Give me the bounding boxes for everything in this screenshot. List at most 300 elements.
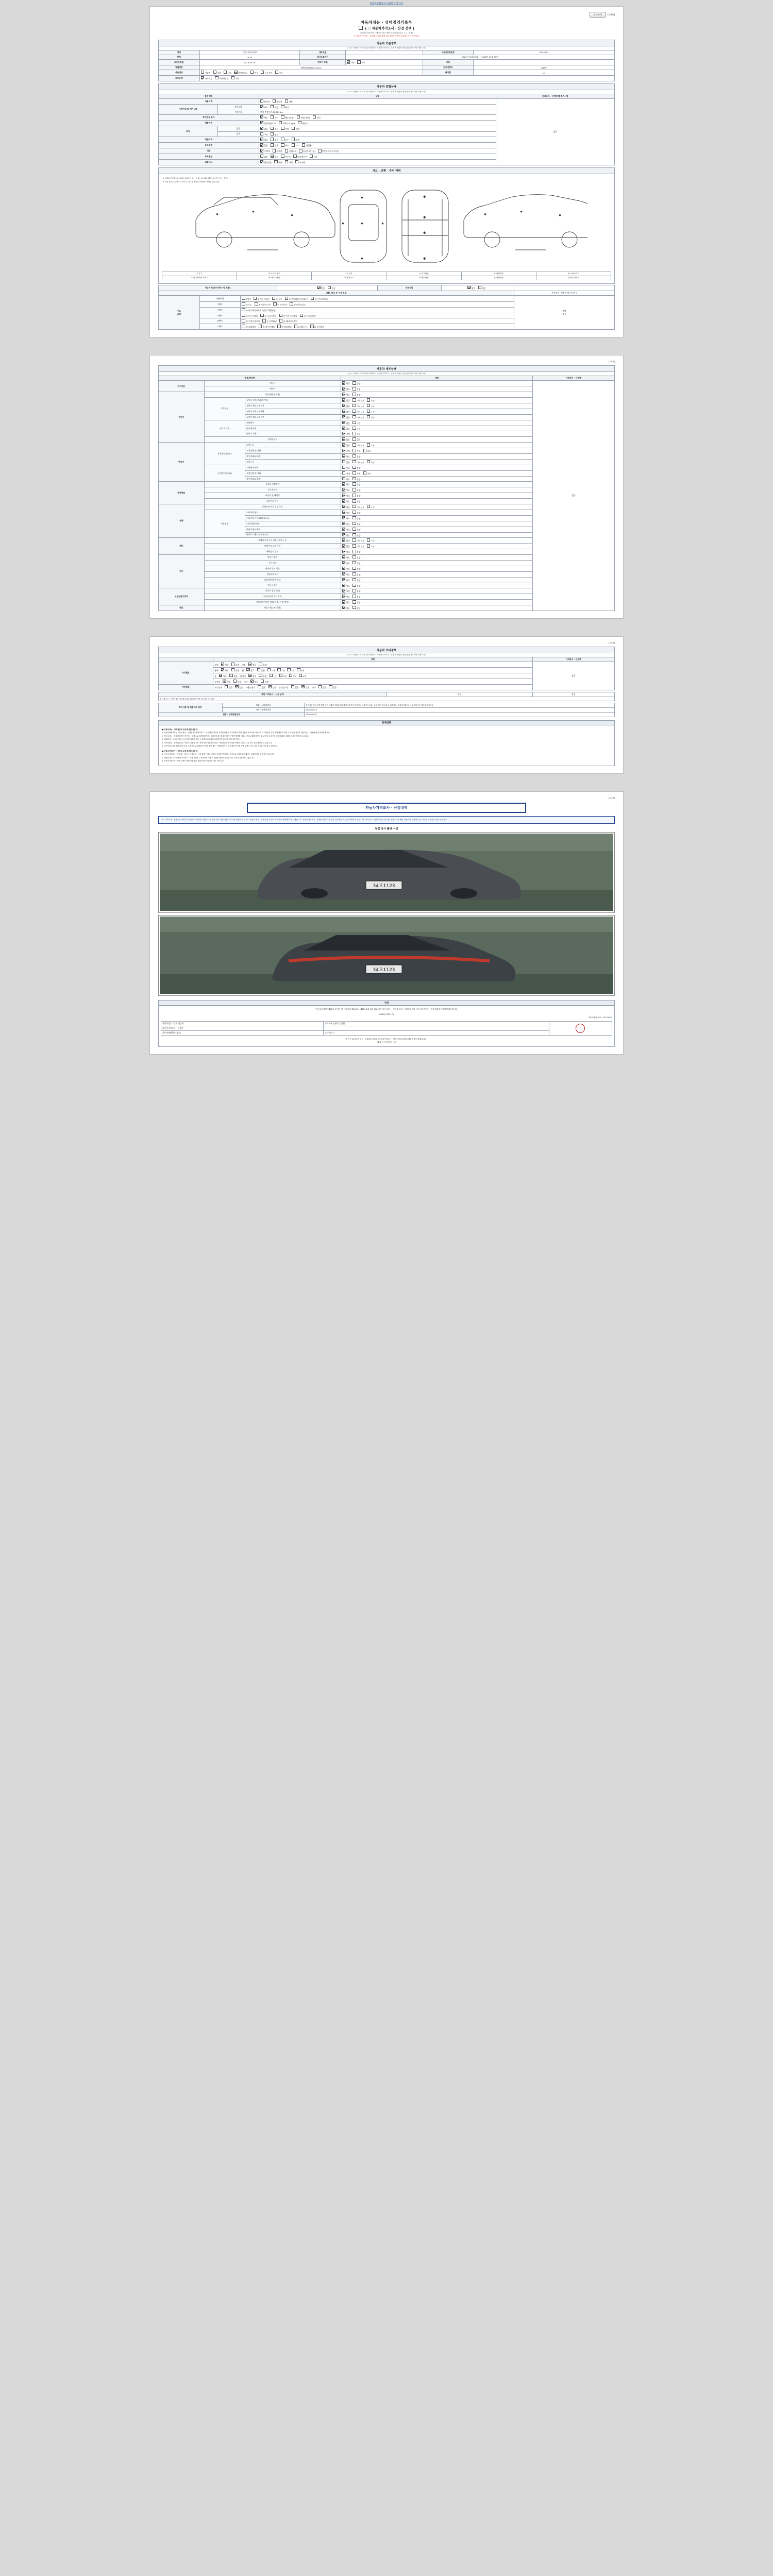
opt-leak[interactable]: 누유	[367, 443, 375, 447]
opt-low[interactable]: 부족	[352, 432, 360, 436]
opt-dash-panel[interactable]: ⑰ 대쉬패널	[242, 325, 256, 329]
opt-pillar-panel[interactable]: ⑲ 필러패널	[277, 325, 291, 329]
sub-current-mileage: 주행거리	[218, 110, 259, 114]
opt-low[interactable]: 부족	[352, 471, 360, 476]
opt-fuel-diesel[interactable]: 디젤	[213, 71, 221, 75]
opt-sidesill[interactable]: ④ 사이드실패널	[311, 297, 328, 301]
opt-ok[interactable]: 양호	[342, 499, 350, 503]
opt-wheel-bad[interactable]: 불량	[257, 668, 265, 672]
opt-change-none[interactable]: 없음	[260, 143, 268, 147]
opt-hc[interactable]: 탄화수소 ppm	[279, 121, 295, 125]
opt-fuel-electric[interactable]: 전기	[250, 71, 258, 75]
opt-fuel-etc[interactable]: 기타	[275, 71, 283, 75]
table-row	[159, 381, 615, 386]
opt-leak[interactable]: 누유	[367, 398, 375, 402]
opt-ok[interactable]: 양호	[342, 477, 350, 481]
opt-fuel-lpg[interactable]: LPG	[224, 71, 231, 74]
opt-tire-2[interactable]: 2개	[279, 674, 287, 678]
opt-ok[interactable]: 양호	[342, 488, 350, 492]
opt-none[interactable]: 없음	[342, 437, 350, 442]
opt-front-fender[interactable]: ① 프론트휀더	[254, 297, 270, 301]
opt-leak[interactable]: 누유	[367, 538, 375, 543]
opt-fire[interactable]: 화재	[292, 138, 299, 142]
opt-yes[interactable]: 있음	[352, 606, 360, 610]
opt-bad[interactable]: 불량	[352, 589, 360, 593]
opt-etc-none[interactable]: 없음	[318, 685, 326, 689]
value-total-price: 만원	[386, 692, 532, 697]
state-power-crank-gear	[341, 527, 532, 532]
state-booster	[341, 549, 532, 555]
label-interior: 내장	[242, 664, 246, 667]
opt-ok[interactable]: 양호	[342, 600, 350, 604]
opt-micro-leak[interactable]: 미세누유	[352, 415, 364, 419]
opt-bad[interactable]: 불량	[352, 528, 360, 532]
opt-spare-none[interactable]: 없음	[225, 685, 232, 689]
col-price-note-2: 가격조사 · 산정액 별 특기사항	[514, 291, 615, 295]
opt-fuel-hybrid[interactable]: 하이브리드	[234, 71, 247, 75]
opt-rear-panel[interactable]: ⑮ 리어패널	[262, 319, 276, 323]
value-vin: KMHG41JBDAU22221	[199, 65, 423, 70]
opt-micro-leak[interactable]: 미세누유	[352, 398, 364, 402]
opt-recall-done[interactable]: 이행	[285, 160, 293, 164]
section-detail: 자동차 세부상태	[158, 365, 615, 372]
label-car-name: 차명	[159, 50, 200, 55]
opt-ok[interactable]: 양호	[342, 567, 350, 571]
opt-glass-ok[interactable]: 양호	[223, 680, 230, 684]
opt-triangle-none[interactable]: 없음	[291, 685, 299, 689]
opt-cross-member[interactable]: ⑪ 크로스멤버	[260, 314, 276, 318]
opt-over[interactable]: 과다	[363, 471, 371, 476]
opt-rank1[interactable]: 1랭크	[242, 297, 251, 301]
opt-ok[interactable]: 양호	[342, 555, 350, 560]
opt-insurer-warranty[interactable]: 보험사보증	[215, 76, 228, 80]
label-exterior: 외장	[214, 664, 219, 667]
opt-ext-bad[interactable]: 불량	[231, 663, 239, 667]
opt-none[interactable]: 없음	[342, 606, 350, 610]
opt-leak[interactable]: 누유	[367, 415, 375, 419]
opt-paint-full[interactable]: 전체도색	[285, 149, 296, 153]
opt-repair-yes[interactable]: 있음	[478, 286, 486, 290]
item-blower: 실내송풍 모터	[204, 571, 341, 577]
opt-bad[interactable]: 불량	[352, 488, 360, 492]
opt-none[interactable]: 없음	[342, 410, 350, 414]
row-mileage: 주행거리 및 계기상태	[159, 104, 218, 114]
item-water-pump: 워터펌프	[245, 420, 341, 426]
opt-ok[interactable]: 양호	[342, 387, 350, 391]
opt-ok[interactable]: 양호	[342, 589, 350, 593]
opt-warranty-etc[interactable]: 기타	[231, 76, 239, 80]
fee-label: 책임보험수수료 : 112,100원	[588, 1016, 612, 1019]
opt-quarter[interactable]: ③ 쿼터패널(리어휀더)	[285, 297, 308, 301]
opt-micro-leak[interactable]: 미세누유	[352, 404, 364, 408]
row-repair-needed: 수리필요	[159, 662, 213, 685]
opt-tire-ok[interactable]: 양호	[248, 674, 256, 678]
opt-hood[interactable]: ⑤ 후드	[242, 302, 252, 307]
opt-micro-leak[interactable]: 미세누유	[352, 443, 364, 447]
opt-etc-yes[interactable]: 있음	[329, 685, 337, 689]
item-drive-battery: 구동축전지 격리 상태	[204, 594, 341, 600]
guidance-s2-item-1: 2. 매매업자는 매수인에게 가격조사 · 산정 내용을 고지하여야 하며 그 내용을 확인하지 못한 경우 보상 청구를 할 수 있습니다.	[162, 756, 255, 759]
opt-other-ok[interactable]: 양호	[250, 680, 258, 684]
opt-repair-none[interactable]: 없음	[467, 286, 475, 290]
opt-auto[interactable]: 자동	[347, 60, 355, 64]
opt-tuning-legal[interactable]: 적법	[281, 127, 289, 131]
other-info-table	[158, 657, 615, 690]
state-rocker-cover	[341, 398, 532, 403]
opt-package-tray[interactable]: ⑯ 패키지트레이	[279, 319, 297, 323]
table-row	[159, 50, 615, 55]
opt-water-leak[interactable]: 누수	[352, 421, 360, 425]
opt-change-yes[interactable]: 있음	[271, 143, 278, 147]
opt-tire-4[interactable]: 4개	[299, 674, 306, 678]
opt-ok[interactable]: 양호	[342, 454, 350, 459]
opt-option-none[interactable]: 없음	[260, 155, 268, 159]
opt-bad[interactable]: 불량	[352, 482, 360, 486]
accident-note-2: ※ 하단 항목은 실제의 가격조사 기준 각 항목별 상태확인 판단을 위한 설명	[163, 181, 220, 183]
opt-manual[interactable]: 수동	[357, 60, 365, 64]
opt-bad[interactable]: 불량	[352, 578, 360, 582]
table-row	[159, 697, 615, 701]
stamp-mark: 인	[576, 1024, 585, 1033]
opt-micro-leak[interactable]: 미세누유	[352, 460, 364, 464]
opt-side-member[interactable]: ⑬ 사이드멤버	[300, 314, 316, 318]
opt-none[interactable]: 없음	[342, 415, 350, 419]
opt-proper[interactable]: 적정	[342, 432, 350, 436]
opt-trunk-lid[interactable]: ⑧ 트렁크리드	[290, 302, 306, 307]
opt-bad[interactable]: 불량	[352, 600, 360, 604]
item-alternator: 발전기 출력	[204, 555, 341, 561]
item-hv-wiring: 고전원전기배선 상태(접촉, 손상, 탈락)	[204, 600, 341, 605]
opt-self-warranty[interactable]: 자가보증	[201, 76, 212, 80]
opt-water-leak[interactable]: 누수	[352, 427, 360, 431]
opt-wheel-ok[interactable]: 양호	[246, 668, 254, 672]
value-transmission	[345, 60, 423, 65]
opt-leak[interactable]: 누유	[367, 460, 375, 464]
opt-manual-none[interactable]: 없음	[258, 685, 265, 689]
sign-row-2-val: 코리아니 스	[324, 1031, 549, 1036]
opt-manual-yes[interactable]: 있음	[268, 685, 276, 689]
opt-low[interactable]: 부족	[352, 449, 360, 453]
item-head-gasket: 실린더 헤드 / 개스킷	[245, 403, 341, 409]
opt-ok[interactable]: 양호	[342, 393, 350, 397]
opt-ok[interactable]: 양호	[342, 595, 350, 599]
opt-tuning-yes[interactable]: 있음	[271, 127, 278, 131]
vehicle-info-link[interactable]: 자동차종합정보 안내받으러 가기	[369, 3, 404, 5]
opt-room-bad[interactable]: 불량	[229, 674, 237, 678]
opt-change-biz[interactable]: 영업용	[302, 143, 312, 147]
opt-ok[interactable]: 양호	[342, 528, 350, 532]
opt-polish-ok[interactable]: 양호	[221, 668, 229, 672]
opt-none[interactable]: 없음	[342, 421, 350, 425]
table-row	[161, 1031, 612, 1036]
opt-bad[interactable]: 불량	[352, 466, 360, 470]
rank-items-4	[241, 313, 514, 318]
opt-none[interactable]: 없음	[342, 443, 350, 447]
opt-bad[interactable]: 불량	[352, 516, 360, 520]
opt-vin-diff[interactable]: 상이	[313, 115, 321, 120]
opt-flood[interactable]: 침수	[281, 138, 289, 142]
rank-cell-3: 3랭크	[199, 307, 241, 313]
item-engine-diag: 원동기	[204, 381, 341, 386]
opt-tire-bad[interactable]: 불량	[259, 674, 266, 678]
svg-text:⑪: ⑪	[424, 196, 426, 198]
tuning-options-1	[259, 126, 496, 131]
legend-2: ② 프론트 휀더	[237, 272, 312, 276]
opt-trunk-floor[interactable]: ⑭ 트렁크플로어	[242, 319, 260, 323]
label-simple-repair: 단순수리	[377, 285, 441, 291]
opt-bad[interactable]: 불량	[352, 522, 360, 526]
opt-proper[interactable]: 적정	[342, 449, 350, 453]
table-row	[159, 60, 615, 65]
opt-accident-none[interactable]: 없음	[317, 286, 325, 290]
opt-ok[interactable]: 양호	[342, 550, 350, 554]
opt-tuning-none[interactable]: 없음	[260, 127, 268, 131]
opt-tire-1[interactable]: 1개	[270, 674, 277, 678]
opt-floor-panel[interactable]: ⑱ 플로어패널	[259, 325, 275, 329]
opt-color-chromatic[interactable]: 유채색	[273, 149, 282, 153]
opt-front-panel[interactable]: ⑩ 프론트패널	[242, 314, 258, 318]
opt-ok[interactable]: 양호	[342, 578, 350, 582]
opt-smoke[interactable]: 매연 %	[298, 121, 308, 125]
opt-co[interactable]: 일산화탄소 %	[260, 121, 276, 125]
state-trans-diag	[341, 386, 532, 392]
opt-wheel-4[interactable]: 4개	[297, 668, 304, 672]
opt-none[interactable]: 없음	[342, 538, 350, 543]
legend-4: ④ 루프패널	[386, 272, 461, 276]
opt-inside-panel[interactable]: ⑫ 인사이드패널	[279, 314, 297, 318]
opt-meter-ok[interactable]: 양호	[260, 105, 268, 109]
value-sub-model	[345, 50, 423, 55]
opt-bad[interactable]: 불량	[352, 561, 360, 565]
sign-row-0-val: 주식회사 인천주 검정원	[324, 1022, 549, 1026]
inspector-table	[158, 703, 615, 717]
opt-recall-na[interactable]: 해당없음	[260, 160, 272, 164]
opt-ok[interactable]: 양호	[342, 466, 350, 470]
opt-bad[interactable]: 불량	[352, 555, 360, 560]
opt-wheel-3[interactable]: 3개	[287, 668, 294, 672]
red-note: ※ 자동차인도일( · 산정)확인서와 함께 성능점검기록부를 교부받으시기 바랍니다	[354, 35, 419, 37]
opt-option-yes[interactable]: 있음	[271, 155, 278, 159]
label-etc-trans: 기타	[423, 60, 473, 65]
opt-none[interactable]: 없음	[342, 404, 350, 408]
opt-ok[interactable]: 양호	[342, 572, 350, 577]
vin-mark-options	[259, 114, 496, 120]
opt-none[interactable]: 없음	[342, 398, 350, 402]
opt-none[interactable]: 없음	[342, 460, 350, 464]
opt-ok[interactable]: 양호	[342, 533, 350, 537]
opt-micro-leak[interactable]: 미세누유	[352, 538, 364, 543]
table-row	[159, 662, 615, 668]
opt-fuel-gasoline[interactable]: 가솔린	[201, 71, 211, 75]
opt-bad[interactable]: 불량	[352, 572, 360, 577]
opt-ok[interactable]: 양호	[342, 561, 350, 565]
state-charge-port	[341, 588, 532, 594]
accident-note-1: ※ 상태표시 부호 : X (교환), W (판금 또는 용접), C (교환(교환)), A (가공 또는 충진)	[163, 177, 228, 180]
opt-bad[interactable]: 불량	[352, 584, 360, 588]
price-survey-checkbox[interactable]	[359, 26, 363, 30]
table-row	[159, 70, 615, 76]
opt-spare-yes[interactable]: 있음	[235, 685, 243, 689]
opt-bad[interactable]: 불량	[352, 595, 360, 599]
opt-meter-confirm[interactable]: 확인	[281, 105, 289, 109]
opt-change-lease[interactable]: 리스	[292, 143, 299, 147]
opt-meter-bad[interactable]: 불량	[271, 105, 278, 109]
opt-bad[interactable]: 불량	[352, 387, 360, 391]
opt-bad[interactable]: 불량	[352, 454, 360, 459]
opt-fuel-hydrogen[interactable]: 수소전기	[261, 71, 272, 75]
opt-ok[interactable]: 양호	[342, 381, 350, 385]
opt-vin-ok[interactable]: 양호	[260, 115, 268, 120]
law-note: ※ [자동차관리법 시행규칙 별지 제82호서식] (2023. 1. 1. 개정)	[360, 32, 413, 34]
emission-options	[259, 120, 496, 126]
table-row	[161, 1022, 612, 1026]
opt-bad[interactable]: 불량	[352, 567, 360, 571]
legend-6: ⑥ 트렁크리드	[536, 272, 611, 276]
opt-bad[interactable]: 불량	[352, 511, 360, 515]
svg-text:⑤: ⑤	[559, 214, 561, 217]
color-options	[259, 148, 496, 154]
opt-wheel-house[interactable]: A 휠하우스	[294, 325, 308, 329]
opt-change-rent[interactable]: 렌트	[281, 143, 289, 147]
legend-11: ⑪ 대쉬패널	[461, 276, 536, 280]
label-inspection-date: 점검 · 상태점검일자	[159, 712, 305, 717]
table-row	[159, 75, 615, 81]
opt-option-etc[interactable]: 기타	[310, 155, 317, 159]
opt-none[interactable]: 없음	[342, 544, 350, 548]
opt-triangle-yes[interactable]: 있음	[301, 685, 309, 689]
opt-micro-leak[interactable]: 미세누유	[352, 410, 364, 414]
opt-leak[interactable]: 누유	[367, 404, 375, 408]
special-history-options	[259, 137, 496, 143]
sub-auto-trans: 자동변속기(A/T)	[204, 443, 245, 465]
col-detail-price: 가격조사 · 산정액	[532, 376, 614, 381]
opt-bad[interactable]: 불량	[352, 393, 360, 397]
opt-tuning-device[interactable]: 장치	[271, 132, 278, 137]
condition-guide: (주요 구성품의 기록기록을 확인하고 자동차가격조사 · 산정 액 채광은 성능점검 경우에만 작성니다)	[158, 90, 615, 94]
svg-text:③: ③	[382, 223, 384, 225]
opt-bad[interactable]: 불량	[352, 381, 360, 385]
opt-ok[interactable]: 양호	[342, 584, 350, 588]
opt-polish-bad[interactable]: 불량	[231, 668, 239, 672]
opt-vin-damage[interactable]: 훼손(오염)	[281, 115, 294, 120]
opt-ext-ok[interactable]: 양호	[221, 663, 229, 667]
opt-vin-corrosion[interactable]: 부식	[271, 115, 278, 120]
opt-int-ok[interactable]: 양호	[248, 663, 256, 667]
opt-special-none[interactable]: 없음	[260, 138, 268, 142]
opt-tuning-illegal[interactable]: 불법	[292, 127, 299, 131]
opt-bad[interactable]: 불량	[352, 533, 360, 537]
opt-business[interactable]: 영업용	[273, 99, 282, 104]
detail-table	[158, 376, 615, 611]
item-mt-leak: 오일누유	[245, 459, 341, 465]
opt-door[interactable]: ② 도어	[272, 297, 282, 301]
group-brake: 제동	[159, 538, 205, 555]
opt-none[interactable]: 없음	[342, 505, 350, 509]
label-warranty: 보증유형	[159, 75, 200, 81]
item-window-motor: 윈도우 모터	[204, 583, 341, 588]
opt-ok[interactable]: 양호	[342, 522, 350, 526]
opt-navigation[interactable]: 내비게이션	[293, 155, 307, 159]
opt-leak[interactable]: 누유	[367, 544, 375, 548]
opt-leak[interactable]: 누유	[367, 505, 375, 509]
item-power-oil-leak: 동력조향 작동 오일 누유	[204, 504, 341, 510]
group-powertrain: 동력전달	[159, 482, 205, 504]
opt-bad[interactable]: 불량	[352, 499, 360, 503]
opt-bad[interactable]: 불량	[352, 477, 360, 481]
opt-special-yes[interactable]: 있음	[271, 138, 278, 142]
opt-wheel-1[interactable]: 1개	[267, 668, 275, 672]
rank-cell-2: 2랭크	[199, 301, 241, 307]
opt-proper[interactable]: 적정	[342, 471, 350, 476]
opt-glass-bad[interactable]: 불량	[233, 680, 241, 684]
sub-manual-trans: 수동변속기(M/T)	[204, 465, 245, 482]
opt-micro-leak[interactable]: 미세누유	[352, 544, 364, 548]
state-differential	[341, 499, 532, 504]
opt-other-bad[interactable]: 불량	[261, 680, 268, 684]
opt-none[interactable]: 없음	[342, 427, 350, 431]
photo-front-svg	[160, 834, 613, 911]
opt-yes[interactable]: 있음	[352, 437, 360, 442]
table-row	[159, 55, 615, 60]
opt-recall-yes[interactable]: 해당	[274, 160, 282, 164]
opt-tire-3[interactable]: 3개	[289, 674, 296, 678]
opt-micro-leak[interactable]: 미세누유	[352, 505, 364, 509]
opt-room-ok[interactable]: 양호	[219, 674, 227, 678]
opt-paint-1[interactable]: 부분도색(1면)	[299, 149, 315, 153]
opt-recall-undone[interactable]: 미이행	[295, 160, 305, 164]
opt-roof-panel[interactable]: B 루프패널	[310, 325, 324, 329]
opt-paint-2[interactable]: 부분도색(2면 이상)	[318, 149, 339, 153]
opt-bad[interactable]: 불량	[352, 494, 360, 498]
item-master-cylinder: 브레이크 마스터 실린더오일 누유	[204, 538, 341, 544]
label-total-price: 종합 가격조사 · 산정 금액	[159, 692, 387, 697]
opt-tuning-structure[interactable]: 구조	[260, 132, 268, 137]
state-head-gasket-2	[341, 414, 532, 420]
opt-rad-support[interactable]: ⑨ 라디에이터서포트(볼트체결부품)	[242, 308, 276, 312]
svg-text:⑥: ⑥	[291, 214, 293, 217]
table-row	[159, 285, 615, 291]
value-displacement: cc	[473, 70, 614, 76]
opt-int-bad[interactable]: 불량	[259, 663, 266, 667]
opt-vin-altered[interactable]: 변조(변타)	[297, 115, 310, 120]
opt-government[interactable]: 관용	[285, 99, 293, 104]
opt-ok[interactable]: 양호	[342, 511, 350, 515]
opt-ok[interactable]: 양호	[342, 494, 350, 498]
opt-leak[interactable]: 누유	[367, 410, 375, 414]
item-gear-shift: 기어변속장치	[245, 465, 341, 470]
opt-ok[interactable]: 양호	[342, 482, 350, 486]
opt-rear-door[interactable]: ⑦ 리어도어	[273, 302, 287, 307]
opt-accident-yes[interactable]: 있음	[328, 286, 335, 290]
opt-color-achromatic[interactable]: 무채색	[260, 149, 270, 153]
detail-guide: (주요 구성품의 기록기록을 확인하고 자동차가격조사 · 산정 액 채광은 성능점검 경우에만 작성니다)	[158, 372, 615, 376]
label-first-reg: 최초등록일	[159, 60, 200, 65]
page-title: 자동차성능 · 상태점검기록부	[361, 20, 412, 25]
opt-front-door[interactable]: ⑥ 프론트도어	[255, 302, 271, 307]
opt-ok[interactable]: 양호	[342, 516, 350, 520]
table-header-row	[159, 657, 615, 662]
sign-row-1-key: 자동차가격조사 · 산정자	[161, 1026, 324, 1031]
opt-rental[interactable]: 렌터카	[260, 99, 270, 104]
top-info-bar	[149, 0, 624, 6]
item-cv-joint: 등속조인트	[204, 487, 341, 493]
opt-bad[interactable]: 불량	[352, 550, 360, 554]
opt-wheel-2[interactable]: 2개	[277, 668, 284, 672]
state-cv-joint	[341, 487, 532, 493]
opt-sunroof[interactable]: 선루프	[281, 155, 291, 159]
opt-over[interactable]: 과다	[363, 449, 371, 453]
print-button[interactable]: 인쇄하기	[590, 12, 606, 18]
